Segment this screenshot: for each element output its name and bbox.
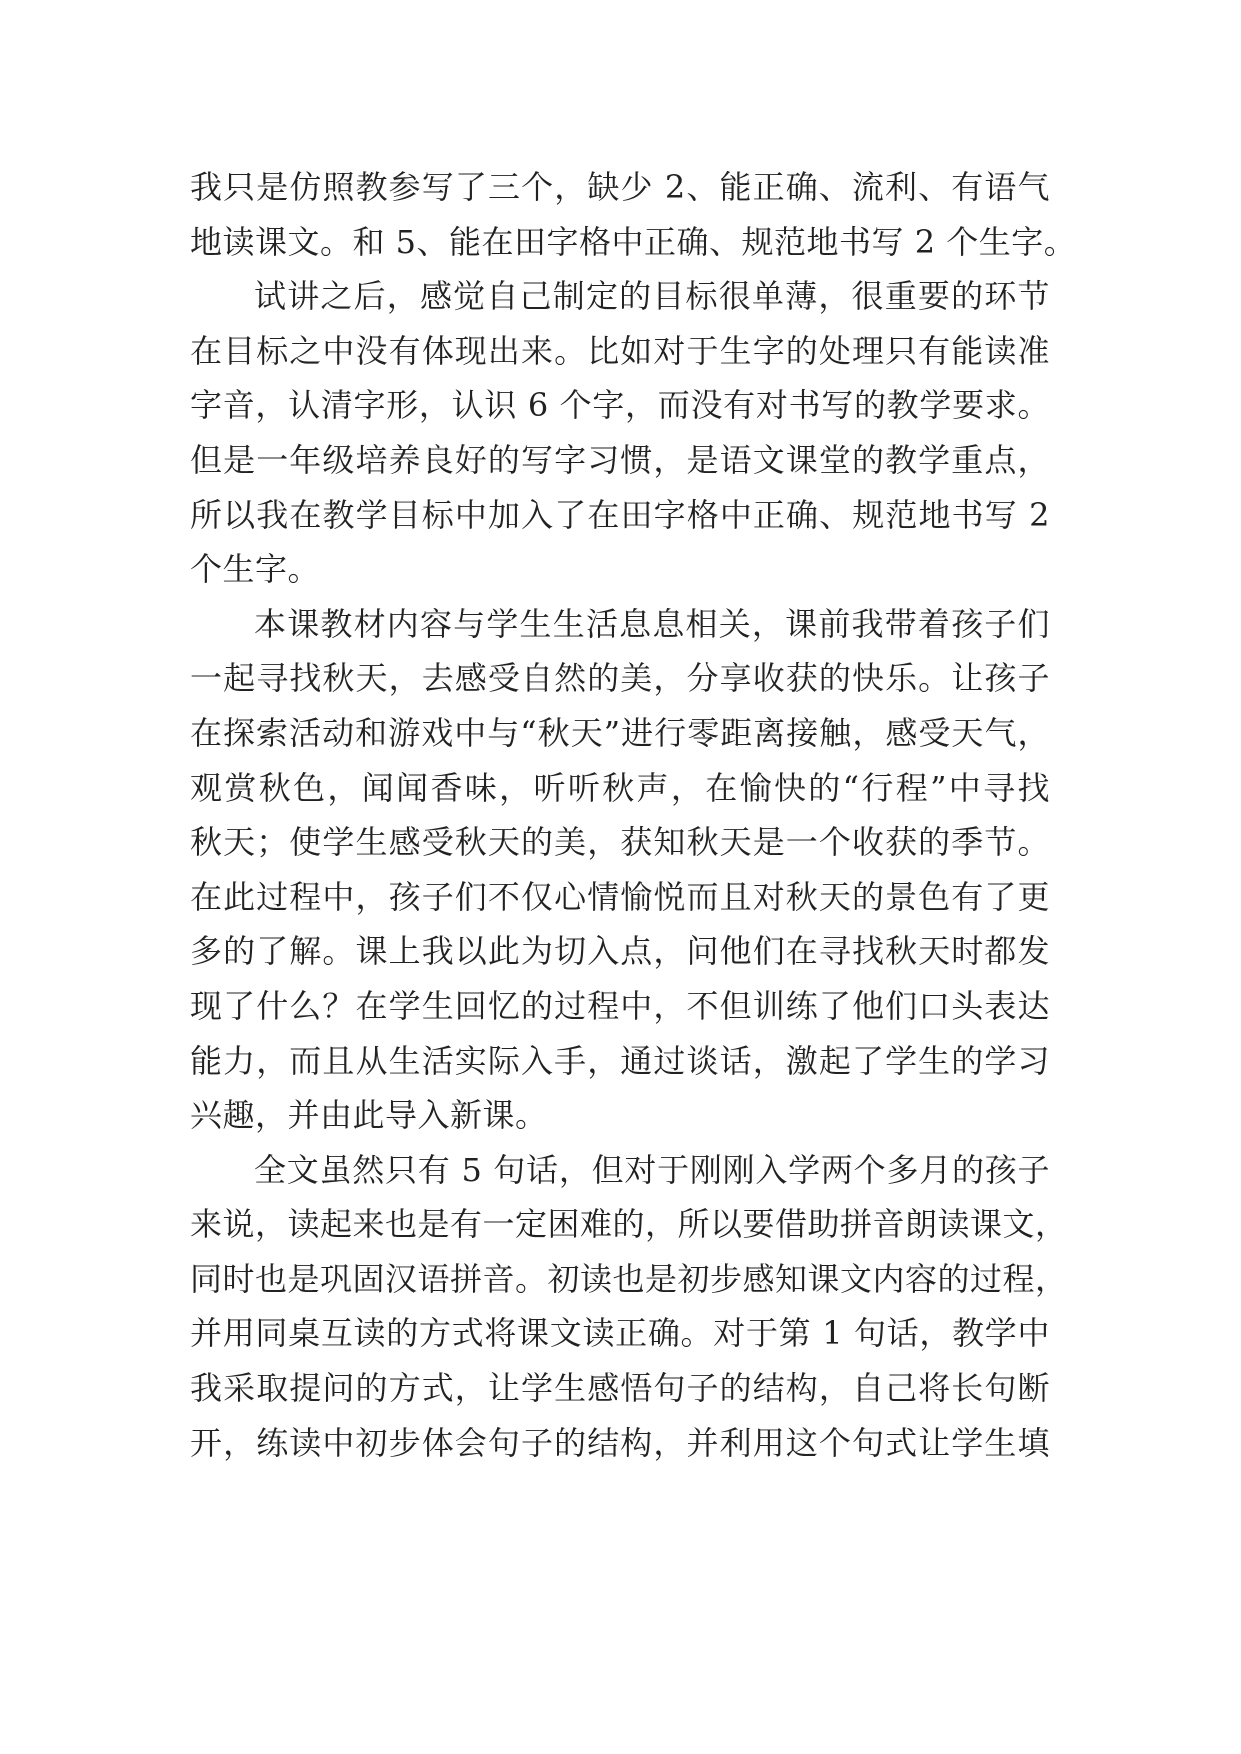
text-line: 观赏秋色，闻闻香味，听听秋声，在愉快的“行程”中寻找 [190,768,1050,807]
text-line: 试讲之后，感觉自己制定的目标很单薄，很重要的环节 [254,277,1050,316]
text-line: 同时也是巩固汉语拼音。初读也是初步感知课文内容的过程， [190,1259,1068,1298]
text-line: 我只是仿照教参写了三个，缺少 2、能正确、流利、有语气 [190,168,1050,206]
text-line: 兴趣，并由此导入新课。 [190,1096,548,1135]
text-line: 但是一年级培养良好的写字习惯，是语文课堂的教学重点， [190,440,1050,479]
text-line: 开，练读中初步体会句子的结构，并利用这个句式让学生填 [190,1423,1050,1462]
text-line: 在探索活动和游戏中与“秋天”进行零距离接触，感受天气， [190,713,1050,752]
text-line: 所以我在教学目标中加入了在田字格中正确、规范地书写 2 [190,495,1050,534]
text-line: 一起寻找秋天，去感受自然的美，分享收获的快乐。让孩子 [190,659,1050,698]
text-line: 本课教材内容与学生生活息息相关，课前我带着孩子们 [254,604,1050,643]
text-line: 能力，而且从生活实际入手，通过谈话，激起了学生的学习 [190,1041,1050,1080]
text-line: 秋天；使学生感受秋天的美，获知秋天是一个收获的季节。 [190,823,1050,862]
text-line: 字音，认清字形，认识 6 个字，而没有对书写的教学要求。 [190,386,1050,425]
body-text [190,160,1077,1470]
text-line: 来说，读起来也是有一定困难的，所以要借助拼音朗读课文， [190,1205,1068,1244]
text-line: 全文虽然只有 5 句话，但对于刚刚入学两个多月的孩子 [254,1150,1050,1189]
text-line: 我采取提问的方式，让学生感悟句子的结构，自己将长句断 [190,1369,1050,1408]
text-line: 并用同桌互读的方式将课文读正确。对于第 1 句话，教学中 [190,1314,1050,1353]
text-line: 个生字。 [190,550,321,589]
text-line: 现了什么？在学生回忆的过程中，不但训练了他们口头表达 [190,986,1050,1025]
text-line: 多的了解。课上我以此为切入点，问他们在寻找秋天时都发 [190,932,1050,971]
text-line: 在此过程中，孩子们不仅心情愉悦而且对秋天的景色有了更 [190,877,1050,916]
text-line: 在目标之中没有体现出来。比如对于生字的处理只有能读准 [190,331,1050,370]
text-line: 地读课文。和 5、能在田字格中正确、规范地书写 2 个生字。 [190,222,1077,261]
